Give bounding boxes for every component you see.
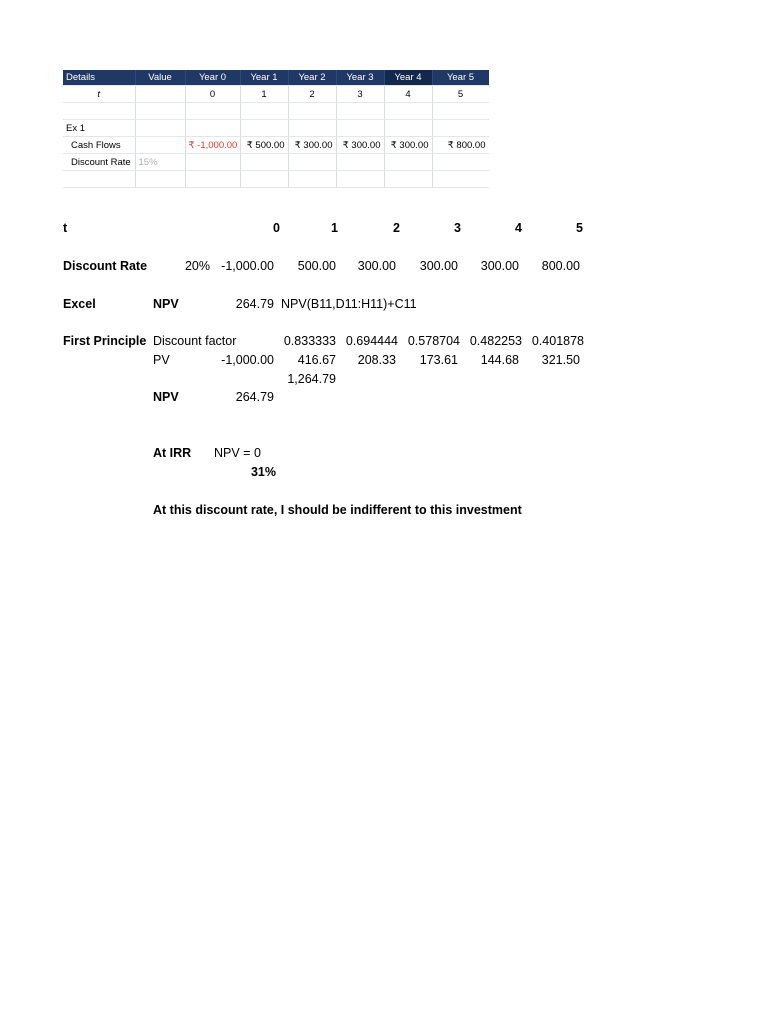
excel-npv-value: 264.79	[235, 297, 274, 311]
t-row-value: 1	[331, 221, 338, 235]
pv-value: 321.50	[541, 353, 580, 367]
t-row-value: 0	[273, 221, 280, 235]
irr-label: At IRR	[153, 446, 192, 460]
pv-value: 208.33	[357, 353, 396, 367]
table-row-empty	[63, 171, 489, 188]
pv-value: 416.67	[297, 353, 336, 367]
cash-flow-value: ₹ 500.00	[240, 137, 288, 154]
example-label: Ex 1	[63, 120, 135, 137]
t-row-label: t	[63, 221, 68, 235]
irr-value: 31%	[250, 465, 276, 479]
empty-cell	[135, 86, 185, 103]
discount-rate-label: Discount Rate	[63, 154, 135, 171]
empty-cell	[135, 137, 185, 154]
discount-row-value: 500.00	[297, 259, 336, 273]
t-row-value: 5	[576, 221, 583, 235]
excel-npv-formula: NPV(B11,D11:H11)+C11	[281, 297, 417, 311]
discount-factor-value: 0.482253	[469, 334, 522, 348]
conclusion-text: At this discount rate, I should be indifferent to this investment	[153, 503, 522, 517]
table-row-example	[63, 120, 489, 137]
spreadsheet-snippet	[63, 70, 489, 190]
pv-sum: 1,264.79	[287, 372, 336, 386]
header-value: Value	[135, 70, 185, 86]
first-principle-npv-label: NPV	[153, 390, 179, 404]
table-row-empty	[63, 103, 489, 120]
header-year-0: Year 0	[185, 70, 240, 86]
pv-value: 173.61	[419, 353, 458, 367]
discount-row-value: 300.00	[357, 259, 396, 273]
discount-row-value: 300.00	[419, 259, 458, 273]
t-value: 1	[240, 86, 288, 103]
discount-factor-label: Discount factor	[153, 334, 237, 348]
header-year-5: Year 5	[432, 70, 489, 86]
table-header-row	[63, 70, 489, 86]
table-row-cash-flows	[63, 137, 489, 154]
cash-flow-table	[63, 70, 489, 188]
header-year-4: Year 4	[384, 70, 432, 86]
cash-flow-value: ₹ 300.00	[384, 137, 432, 154]
cash-flow-value: ₹ 300.00	[336, 137, 384, 154]
discount-rate-percent: 20%	[184, 259, 210, 273]
pv-value: -1,000.00	[221, 353, 274, 367]
t-value: 5	[432, 86, 489, 103]
t-row-value: 3	[454, 221, 461, 235]
discount-row-value: 300.00	[480, 259, 519, 273]
pv-value: 144.68	[480, 353, 519, 367]
irr-condition: NPV = 0	[214, 446, 261, 460]
excel-label: Excel	[63, 297, 96, 311]
table-row-t	[63, 86, 489, 103]
header-year-2: Year 2	[288, 70, 336, 86]
t-row-value: 2	[393, 221, 400, 235]
t-value: 2	[288, 86, 336, 103]
discount-factor-value: 0.578704	[407, 334, 460, 348]
t-row-value: 4	[515, 221, 522, 235]
discount-row-value: -1,000.00	[221, 259, 274, 273]
first-principle-npv-value: 264.79	[235, 390, 274, 404]
t-value: 0	[185, 86, 240, 103]
discount-factor-value: 0.694444	[345, 334, 398, 348]
pv-label: PV	[153, 353, 170, 367]
t-value: 3	[336, 86, 384, 103]
header-year-3: Year 3	[336, 70, 384, 86]
excel-npv-label: NPV	[153, 297, 179, 311]
discount-rate-row-label: Discount Rate	[63, 259, 148, 273]
first-principle-label: First Principle	[63, 334, 147, 348]
cash-flows-label: Cash Flows	[63, 137, 135, 154]
discount-factor-value: 0.833333	[283, 334, 336, 348]
t-value: 4	[384, 86, 432, 103]
discount-factor-value: 0.401878	[531, 334, 584, 348]
discount-rate-value: 15%	[135, 154, 185, 171]
header-year-1: Year 1	[240, 70, 288, 86]
cash-flow-value: ₹ 800.00	[432, 137, 489, 154]
cash-flow-value: ₹ -1,000.00	[185, 137, 240, 154]
header-details: Details	[63, 70, 135, 86]
t-label: t	[63, 86, 135, 103]
cash-flow-value: ₹ 300.00	[288, 137, 336, 154]
table-row-discount-rate	[63, 154, 489, 171]
discount-row-value: 800.00	[541, 259, 580, 273]
